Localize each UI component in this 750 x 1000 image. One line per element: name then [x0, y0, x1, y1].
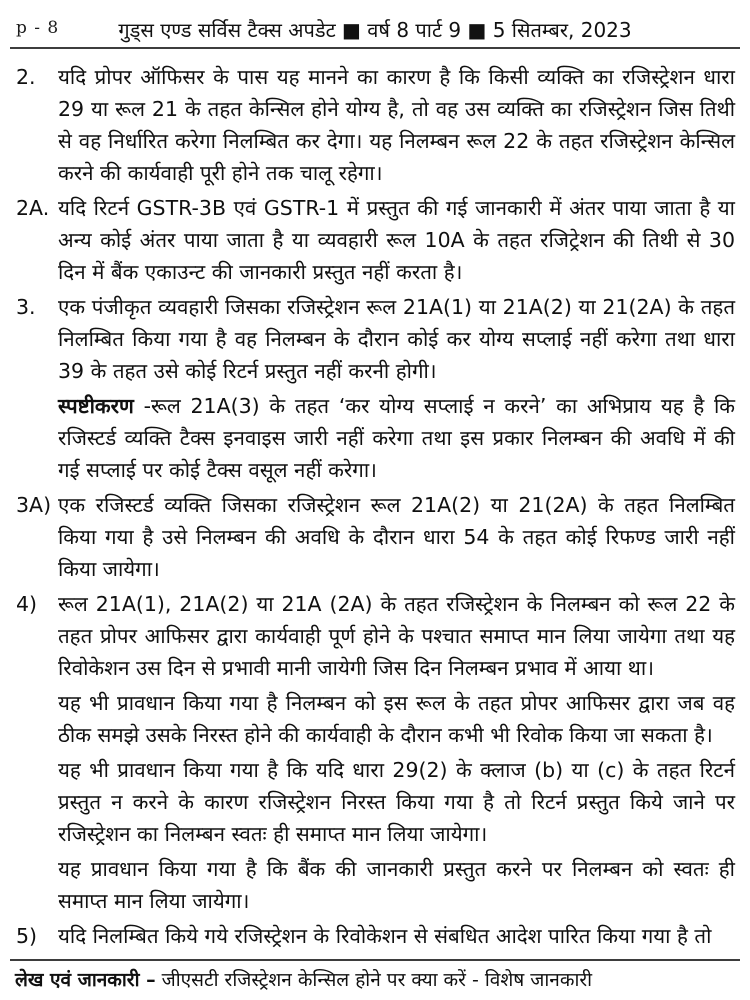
- header-title: गुड्स एण्ड सर्विस टैक्स अपडेट ■ वर्ष 8 पार्ट 9 ■ 5 सितम्बर, 2023: [118, 18, 632, 42]
- numbered-item-2a: [16, 192, 735, 288]
- continuation-paragraph-2: [16, 754, 735, 850]
- page-footer: [15, 966, 735, 992]
- item-text: यह भी प्रावधान किया गया है कि यदि धारा 29(2) के क्लाज (b) या (c) के तहत रिटर्न प्रस्तुत न करने के कारण रजिस्ट्रेशन निरस्त किया गया है तो रिटर्न प्रस्तुत किये जाने पर रजिस्ट्रेशन का निलम्बन स्वतः ही समाप्त मान लिया जायेगा।: [58, 758, 735, 846]
- item-marker: [16, 754, 58, 850]
- numbered-item-3a: [16, 489, 735, 585]
- explanation-paragraph: [16, 390, 735, 486]
- item-text: रूल 21A(1), 21A(2) या 21A (2A) के तहत रजिस्ट्रेशन के निलम्बन को रूल 22 के तहत प्रोपर आफिसर द्वारा कार्यवाही पूर्ण होने के पश्चात समाप्त मान लिया जायेगा तथा यह रिवोकेशन उस दिन से प्रभावी मानी जायेगी जिस दिन निलम्बन प्रभाव में आया था।: [58, 592, 735, 680]
- footer-label: लेख एवं जानकारी –: [15, 969, 156, 991]
- page-header: [14, 14, 736, 44]
- footer-rule: [10, 959, 740, 961]
- item-text: यह भी प्रावधान किया गया है निलम्बन को इस रूल के तहत प्रोपर आफिसर द्वारा जब वह ठीक समझे उसके निरस्त होने की कार्यवाही के दौरान कभी भी रिवोक किया जा सकता है।: [58, 691, 735, 747]
- item-text: [58, 390, 735, 486]
- document-body: [16, 61, 735, 955]
- footer-text: जीएसटी रजिस्ट्रेशन केन्सिल होने पर क्या करें - विशेष जानकारी: [155, 969, 593, 991]
- item-marker: 2A.: [16, 196, 50, 220]
- page-number: p - 8: [16, 18, 60, 38]
- item-marker: 3A): [16, 493, 52, 517]
- item-marker: [16, 390, 58, 486]
- numbered-item-4: [16, 588, 735, 684]
- item-marker: [16, 853, 58, 917]
- header-rule: [10, 47, 740, 49]
- item-marker: 4): [16, 592, 38, 616]
- item-marker: 5): [16, 924, 38, 948]
- numbered-item-3: [16, 291, 735, 387]
- numbered-item-2: [16, 61, 735, 189]
- item-text: एक रजिस्टर्ड व्यक्ति जिसका रजिस्ट्रेशन रूल 21A(2) या 21(2A) के तहत निलम्बित किया गया है उसे निलम्बन की अवधि के दौरान धारा 54 के तहत कोई रिफण्ड जारी नहीं किया जायेगा।: [58, 493, 735, 581]
- item-text: यदि निलम्बित किये गये रजिस्ट्रेशन के रिवोकेशन से संबधित आदेश पारित किया गया है तो: [58, 924, 712, 948]
- item-marker: 2.: [16, 65, 36, 89]
- numbered-item-5: [16, 920, 735, 952]
- continuation-paragraph-3: [16, 853, 735, 917]
- item-text: एक पंजीकृत व्यवहारी जिसका रजिस्ट्रेशन रूल 21A(1) या 21A(2) या 21(2A) के तहत निलम्बित किया गया है वह निलम्बन के दौरान कोई कर योग्य सप्लाई नहीं करेगा तथा धारा 39 के तहत उसे कोई रिटर्न प्रस्तुत नहीं करनी होगी।: [58, 295, 735, 383]
- item-text: यदि रिटर्न GSTR-3B एवं GSTR-1 में प्रस्तुत की गई जानकारी में अंतर पाया जाता है या अन्य कोई अंतर पाया जाता है या व्यवहारी रूल 10A के तहत रजिट्रेशन की तिथी से 30 दिन में बैंक एकाउन्ट की जानकारी प्रस्तुत नहीं करता है।: [58, 196, 735, 284]
- item-marker: [16, 687, 58, 751]
- explanation-text: -रूल 21A(3) के तहत ‘कर योग्य सप्लाई न करने’ का अभिप्राय यह है कि रजिस्टर्ड व्यक्ति टैक्स इनवाइस जारी नहीं करेगा तथा इस प्रकार निलम्बन की अवधि में की गई सप्लाई पर कोई टैक्स वसूल नहीं करेगा।: [58, 394, 735, 482]
- explanation-label: स्पष्टीकरण: [58, 394, 134, 418]
- item-text: यह प्रावधान किया गया है कि बैंक की जानकारी प्रस्तुत करने पर निलम्बन को स्वतः ही समाप्त मान लिया जायेगा।: [58, 857, 735, 913]
- item-text: यदि प्रोपर ऑफिसर के पास यह मानने का कारण है कि किसी व्यक्ति का रजिस्ट्रेशन धारा 29 या रूल 21 के तहत केन्सिल होने योग्य है, तो वह उस व्यक्ति का रजिस्ट्रेशन जिस तिथी से वह निर्धारित करेगा निलम्बित कर देगा। यह निलम्बन रूल 22 के तहत रजिस्ट्रेशन केन्सिल करने की कार्यवाही पूरी होने तक चालू रहेगा।: [58, 65, 735, 185]
- item-marker: 3.: [16, 295, 36, 319]
- continuation-paragraph-1: [16, 687, 735, 751]
